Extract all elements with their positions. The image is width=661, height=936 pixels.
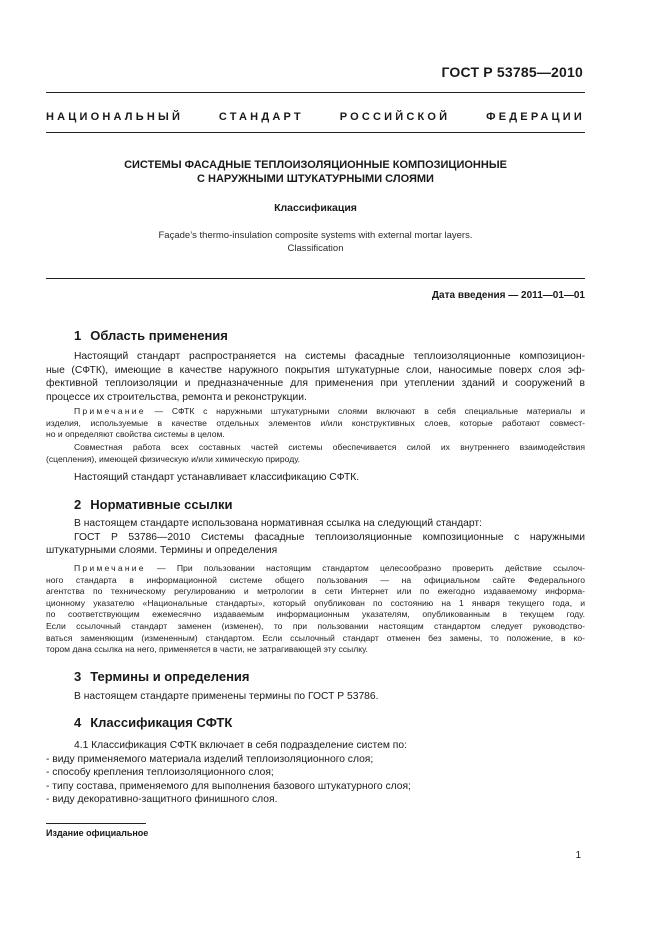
section-1-heading xyxy=(74,328,228,343)
section-title: Нормативные ссылки xyxy=(90,497,233,512)
section-number: 4 xyxy=(74,715,82,730)
section-3-heading xyxy=(74,669,250,684)
note-label: Примечание xyxy=(74,563,146,573)
note-line: ного стандарта в информационной системе общего пользования — на официальном сайте Федерального xyxy=(46,574,585,585)
english-title-line-2: Classification xyxy=(287,243,344,254)
paragraph-line: ные (СФТК), имеющие в качестве наружного покрытия штукатурные слои, наносимые поверх слоя эф- xyxy=(46,364,585,376)
section-2-note xyxy=(46,563,585,656)
paragraph-line: В настоящем стандарте использована нормативная ссылка на следующий стандарт: xyxy=(74,518,482,529)
edition-label: Издание официальное xyxy=(46,828,149,838)
reference-line: ГОСТ Р 53786—2010 Системы фасадные теплоизоляционные композиционные с наружными xyxy=(74,531,585,543)
section-3-paragraph xyxy=(46,690,585,704)
reference-line: штукатурными слоями. Термины и определения xyxy=(46,545,278,556)
footer-rule xyxy=(46,823,146,824)
section-number: 2 xyxy=(74,497,82,512)
paragraph-line: фективной теплоизоляции и предназначенные для применения при утеплении зданий и сооружений в xyxy=(46,378,585,389)
paragraph-line: 4.1 Классификация СФТК включает в себя подразделение систем по: xyxy=(74,740,407,751)
paragraph-line: Настоящий стандарт устанавливает классификацию СФТК. xyxy=(74,472,360,483)
section-1-note xyxy=(46,406,585,441)
note-label: Примечание xyxy=(74,406,146,416)
title-line-2: С НАРУЖНЫМИ ШТУКАТУРНЫМИ СЛОЯМИ xyxy=(197,173,434,185)
section-2-paragraph xyxy=(46,517,585,558)
document-title xyxy=(46,158,585,186)
section-title: Термины и определения xyxy=(90,669,250,684)
note-line: изделия, используемые в качестве отдельных элементов и/или конструктивных слоев, которые работают совмест- xyxy=(46,417,585,428)
date-rule xyxy=(46,278,585,279)
note-line: Примечание — При пользовании настоящим стандартом целесообразно проверить действие ссылоч- xyxy=(74,563,585,573)
page-number: 1 xyxy=(575,850,581,861)
gost-number: ГОСТ Р 53785—2010 xyxy=(441,64,583,80)
note-line: Совместная работа всех составных частей системы обеспечивается силой их внутреннего взаимодействия xyxy=(74,442,585,452)
section-4-heading xyxy=(74,715,232,730)
title-line-1: СИСТЕМЫ ФАСАДНЫЕ ТЕПЛОИЗОЛЯЦИОННЫЕ КОМПОЗИЦИОННЫЕ xyxy=(124,159,507,171)
section-1-paragraph-2 xyxy=(46,471,585,485)
note-line: но и определяют свойства системы в целом. xyxy=(46,429,225,440)
paragraph-line: В настоящем стандарте применены термины по ГОСТ Р 53786. xyxy=(74,691,379,702)
section-1-paragraph xyxy=(46,350,585,404)
note-line: тором дана ссылка на него, применяется в части, не затрагивающей эту ссылку. xyxy=(46,644,368,655)
list-item: - виду применяемого материала изделий теплоизоляционного слоя; xyxy=(46,753,374,765)
section-4-list xyxy=(46,739,585,807)
note-line: ваться заменяющим (измененным) стандартом. Если ссылочный стандарт отменен без замены, то положение, в ко- xyxy=(46,632,585,643)
note-line: Если ссылочный стандарт заменен (изменен), то при пользовании настоящим стандартом следует руководство- xyxy=(46,620,585,631)
section-title: Классификация СФТК xyxy=(90,715,233,730)
english-title-line-1: Façade’s thermo-insulation composite systems with external mortar layers. xyxy=(158,230,473,241)
list-item: - способу крепления теплоизоляционного слоя; xyxy=(46,767,274,778)
paragraph-line: Настоящий стандарт распространяется на системы фасадные теплоизоляционные композицион- xyxy=(74,351,585,362)
banner-rule xyxy=(46,132,585,133)
section-number: 1 xyxy=(74,328,82,343)
note-line: (сцепления), имеющей физическую и/или химическую природу. xyxy=(46,453,301,464)
note-line: Примечание — СФТК с наружными штукатурными слоями включают в себя специальные материалы и xyxy=(74,406,585,416)
section-1-note-2 xyxy=(46,442,585,465)
document-subtitle: Классификация xyxy=(274,202,357,214)
list-item: - типу состава, применяемого для выполнения базового штукатурного слоя; xyxy=(46,780,411,792)
section-title: Область применения xyxy=(90,328,228,343)
note-line: ционному указателю «Национальные стандарты», который опубликован по состоянию на 1 января текущего года, и xyxy=(46,597,585,608)
note-line: агентства по техническому регулированию и метрологии в сети Интернет или по ежегодно издаваемому информа- xyxy=(46,586,585,597)
note-line: по соответствующим ежемесячно издаваемым информационным указателям, опубликованным в текущем году. xyxy=(46,609,585,620)
list-item: - виду декоративно-защитного финишного слоя. xyxy=(46,794,278,805)
english-title xyxy=(46,229,585,255)
intro-date: Дата введения — 2011—01—01 xyxy=(431,290,585,301)
section-number: 3 xyxy=(74,669,82,684)
section-2-heading xyxy=(74,497,232,512)
national-standard-banner: НАЦИОНАЛЬНЫЙ СТАНДАРТ РОССИЙСКОЙ ФЕДЕРАЦИИ xyxy=(46,111,585,123)
top-rule xyxy=(46,92,585,93)
paragraph-line: процессе их строительства, ремонта и реконструкции. xyxy=(46,391,307,403)
